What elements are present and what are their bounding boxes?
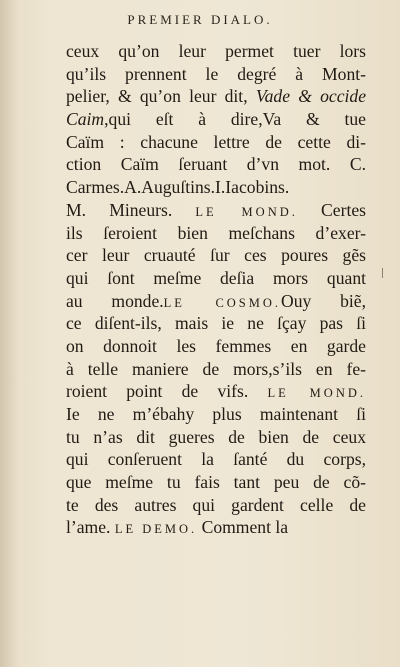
text-segment: ceux qu’on leur permet tuer lors — [66, 41, 366, 61]
italic-phrase: Caim — [66, 109, 105, 130]
text-segment: roient point de vifs. — [66, 381, 268, 402]
text-segment: qui conſeruent la ſanté du corps, — [66, 449, 366, 470]
text-segment: pelier, & qu’on leur dit, — [66, 86, 256, 107]
body-text — [66, 40, 366, 539]
text-segment: ,qui eſt à dire,Va & tue — [104, 109, 366, 130]
text-segment: Caïm : chacune lettre de cette di- — [66, 131, 366, 152]
text-segment: que meſme tu fais tant peu de cõ- — [66, 472, 366, 493]
text-line — [66, 40, 366, 63]
text-line — [66, 403, 366, 426]
text-segment: qui ſont meſme deſia mors quant — [66, 267, 366, 288]
text-segment: qu’ils prennent le degré à Mont- — [66, 63, 366, 84]
running-head: PREMIER DIALO. — [127, 12, 273, 27]
text-segment: on donnoit les femmes en garde — [66, 335, 366, 356]
text-line — [66, 131, 366, 154]
text-segment: Ie ne m’ébahy plus maintenant ſi — [66, 404, 366, 424]
text-segment: Comment la — [197, 517, 289, 538]
text-line — [66, 312, 366, 335]
text-segment: à telle maniere de mors,s’ils en fe- — [66, 358, 366, 379]
text-line — [66, 108, 366, 131]
text-segment: M. Mineurs. — [66, 199, 196, 220]
text-segment: ction Caïm ſeruant d’vn mot. C. — [66, 154, 366, 175]
speaker-name: LE COSMO. — [163, 295, 282, 310]
text-line — [66, 471, 366, 494]
speaker-name: LE MOND. — [195, 204, 298, 219]
text-line — [66, 358, 366, 381]
text-segment: tu n’as dit gueres de bien de ceux — [66, 426, 366, 447]
gutter-shadow — [0, 0, 18, 667]
text-line — [66, 85, 366, 108]
text-line — [66, 448, 366, 471]
margin-mark — [382, 268, 383, 278]
text-segment: Carmes.A.Auguſtins.I.Iacobins. — [66, 177, 290, 198]
text-line — [66, 176, 366, 199]
text-line — [66, 267, 366, 290]
text-segment: ils ſeroient bien meſchans d’exer- — [66, 222, 366, 243]
text-segment: l’ame. — [66, 517, 115, 538]
text-line — [66, 335, 366, 358]
speaker-name: LE DEMO. — [114, 522, 198, 537]
text-line — [66, 63, 366, 86]
text-line — [66, 222, 366, 245]
text-line — [66, 244, 366, 267]
text-segment: te des autres qui gardent celle de — [66, 494, 366, 515]
text-line — [66, 199, 366, 222]
text-line — [66, 494, 366, 517]
text-segment: Certes — [297, 199, 366, 220]
text-segment: au monde. — [66, 290, 164, 311]
text-line — [66, 516, 366, 539]
text-line — [66, 426, 366, 449]
text-line — [66, 380, 366, 403]
speaker-name: LE MOND. — [267, 386, 367, 401]
text-segment: Ouy biẽ, — [281, 290, 366, 311]
text-line — [66, 153, 366, 176]
text-segment: cer leur cruauté ſur ces poures gẽs — [66, 245, 366, 266]
italic-phrase: Vade & occide — [255, 86, 367, 107]
text-line — [66, 290, 366, 313]
text-segment: ce diſent-ils, mais ie ne ſçay pas ſi — [66, 313, 366, 334]
